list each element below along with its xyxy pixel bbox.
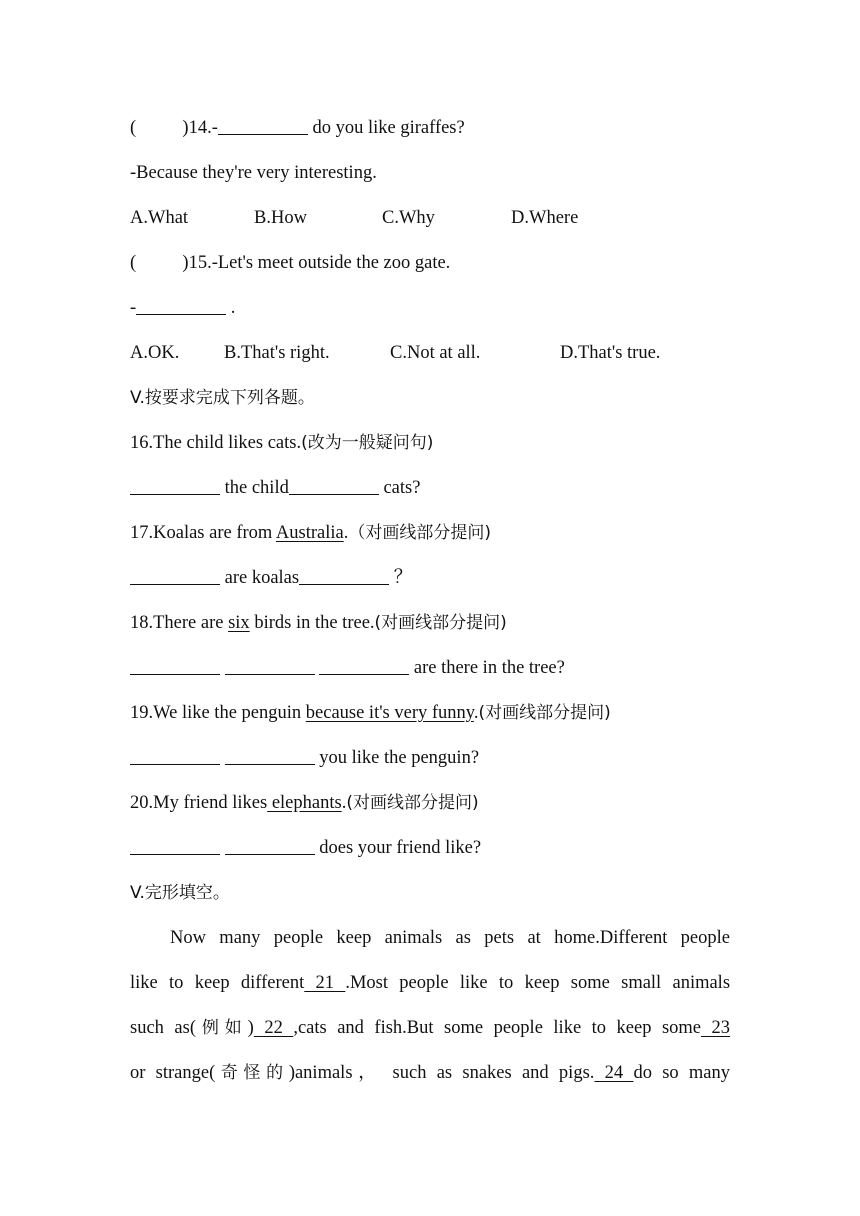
- question-20-prompt: 20.My friend likes elephants.(对画线部分提问): [130, 793, 479, 813]
- underlined-word: six: [228, 613, 250, 633]
- passage-line-1: Now many people keep animals as pets at home.Different people: [170, 928, 730, 948]
- question-14-reply: -Because they're very interesting.: [130, 163, 377, 183]
- question-14-option-a: A.What: [130, 208, 189, 228]
- question-18-prompt: 18.There are six birds in the tree.(对画线部分提问): [130, 613, 507, 633]
- passage-line-3: such as(例如) 22 ,cats and fish.But some people like to keep some 23: [130, 1018, 731, 1038]
- underlined-word: Australia: [275, 523, 344, 543]
- question-16-answer: the child cats?: [130, 476, 420, 500]
- question-14-text: do you like giraffes?: [307, 118, 465, 138]
- question-19-answer: you like the penguin?: [130, 746, 479, 770]
- question-16-prompt: 16.The child likes cats.(改为一般疑问句): [130, 433, 434, 453]
- question-18-blank-3[interactable]: [319, 656, 409, 675]
- question-20-answer: does your friend like?: [130, 836, 481, 860]
- cloze-blank-24[interactable]: 24: [594, 1063, 634, 1083]
- question-15-reply: - .: [130, 298, 236, 318]
- underlined-word: elephants: [267, 793, 342, 813]
- question-18-blank-2[interactable]: [225, 656, 315, 675]
- question-14-blank[interactable]: [218, 116, 308, 135]
- passage-line-2: like to keep different 21 .Most people like to keep some small animals: [130, 973, 731, 993]
- section-heading-cloze: V.完形填空。: [130, 883, 230, 903]
- question-14-option-d: D.Where: [511, 208, 579, 228]
- question-17-answer: are koalas ？: [130, 566, 412, 590]
- question-15-option-d: D.That's true.: [560, 343, 661, 363]
- passage-line-4: or strange(奇怪的)animals， such as snakes and pigs. 24 do so many: [130, 1063, 731, 1083]
- question-14-option-b: B.How: [254, 208, 307, 228]
- question-19-blank-1[interactable]: [130, 746, 220, 765]
- question-18-blank-1[interactable]: [130, 656, 220, 675]
- cloze-blank-23[interactable]: 23: [701, 1018, 731, 1038]
- question-15-stem: ( )15.-Let's meet outside the zoo gate.: [130, 253, 451, 273]
- question-19-prompt: 19.We like the penguin because it's very funny.(对画线部分提问): [130, 703, 611, 723]
- cloze-blank-21[interactable]: 21: [304, 973, 346, 993]
- section-heading-rewrite: V.按要求完成下列各题。: [130, 388, 315, 408]
- question-20-blank-1[interactable]: [130, 836, 220, 855]
- question-20-blank-2[interactable]: [225, 836, 315, 855]
- question-17-blank-2[interactable]: [299, 566, 389, 585]
- question-16-blank-1[interactable]: [130, 476, 220, 495]
- question-15-option-c: C.Not at all.: [390, 343, 481, 363]
- question-16-blank-2[interactable]: [289, 476, 379, 495]
- question-18-answer: are there in the tree?: [130, 656, 565, 680]
- question-15-option-a: A.OK.: [130, 343, 180, 363]
- underlined-word: because it's very funny: [305, 703, 474, 723]
- question-19-blank-2[interactable]: [225, 746, 315, 765]
- question-14-option-c: C.Why: [382, 208, 435, 228]
- cloze-blank-22[interactable]: 22: [253, 1018, 294, 1038]
- question-15-option-b: B.That's right.: [224, 343, 330, 363]
- question-14-stem: [130, 116, 465, 140]
- question-17-blank-1[interactable]: [130, 566, 220, 585]
- cloze-passage: [130, 916, 730, 1096]
- question-15-blank[interactable]: [136, 296, 226, 315]
- question-14-number: ( )14.-: [130, 118, 218, 138]
- question-17-prompt: 17.Koalas are from Australia.（对画线部分提问): [130, 523, 491, 543]
